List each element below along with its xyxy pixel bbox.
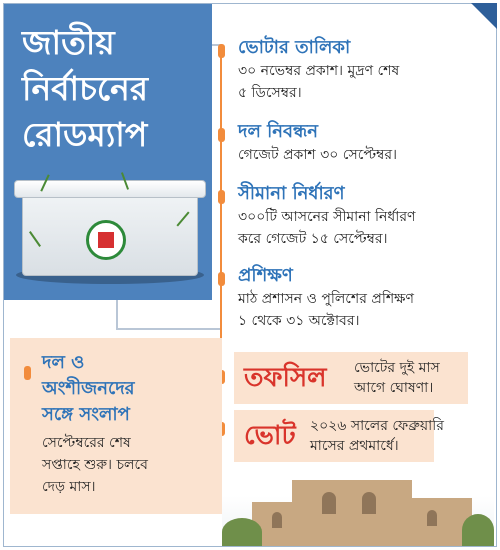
dialogue-heading-line: সঙ্গে সংলাপ [42,404,130,425]
dialogue-desc [42,432,148,498]
title-line-1: জাতীয় [22,23,115,62]
timeline-marker [218,272,225,286]
timeline-marker [218,44,225,58]
connector-line [116,328,222,330]
timeline-item-boundary [238,182,416,250]
timeline-desc: ৩০০টি আসনের সীমানা নির্ধারণ [238,209,416,225]
title-line-3: রোডম্যাপ [22,115,148,154]
timeline-item-training [238,264,414,332]
vote-box [234,410,444,462]
title-line-2: নির্বাচনের [22,69,148,108]
schedule-title: তফসিল [244,363,327,393]
timeline-heading: সীমানা নির্ধারণ [238,183,345,204]
dialogue-heading [42,350,135,428]
vote-title: ভোট [244,421,296,451]
dialogue-heading-line: দল ও [42,352,85,373]
vote-desc: মাসের প্রথমার্ধে। [310,438,399,454]
vote-desc: ২০২৬ সালের ফেব্রুয়ারি [310,418,444,434]
timeline-heading: দল নিবন্ধন [238,121,319,142]
timeline-desc: ১ থেকে ৩১ অক্টোবর। [238,313,360,329]
dialogue-desc-line: দেড় মাস। [42,479,96,495]
ballot-box-image [4,170,212,300]
dialogue-desc-line: সপ্তাহে শুরু। চলবে [42,457,148,473]
dialogue-desc-line: সেপ্টেম্বরের শেষ [42,435,131,451]
corner-decoration [471,3,497,29]
timeline-desc: করে গেজেট ১৫ সেপ্টেম্বর। [238,231,388,247]
dialogue-heading-line: অংশীজনদের [42,378,135,399]
schedule-desc: আগে ঘোষণা। [354,380,434,396]
timeline-heading: ভোটার তালিকা [238,37,351,58]
timeline-item-party-registration [238,120,397,166]
title-panel [4,4,212,170]
schedule-desc: ভোটের দুই মাস [354,360,440,376]
parliament-building-image [222,462,494,546]
timeline-marker [218,190,225,204]
timeline-marker [24,366,31,380]
schedule-box [234,352,468,404]
election-commission-emblem-icon [86,220,126,260]
dialogue-box [10,338,222,514]
timeline-desc: গেজেট প্রকাশ ৩০ সেপ্টেম্বর। [238,147,398,163]
timeline-desc: ৩০ নভেম্বর প্রকাশ। মুদ্রণ শেষ [238,63,400,79]
timeline-desc: ৫ ডিসেম্বর। [238,85,302,101]
timeline-marker [218,128,225,142]
connector-line [116,300,118,330]
timeline-item-voter-list [238,36,399,104]
timeline-desc: মাঠ প্রশাসন ও পুলিশের প্রশিক্ষণ [238,291,414,307]
timeline-heading: প্রশিক্ষণ [238,265,293,286]
